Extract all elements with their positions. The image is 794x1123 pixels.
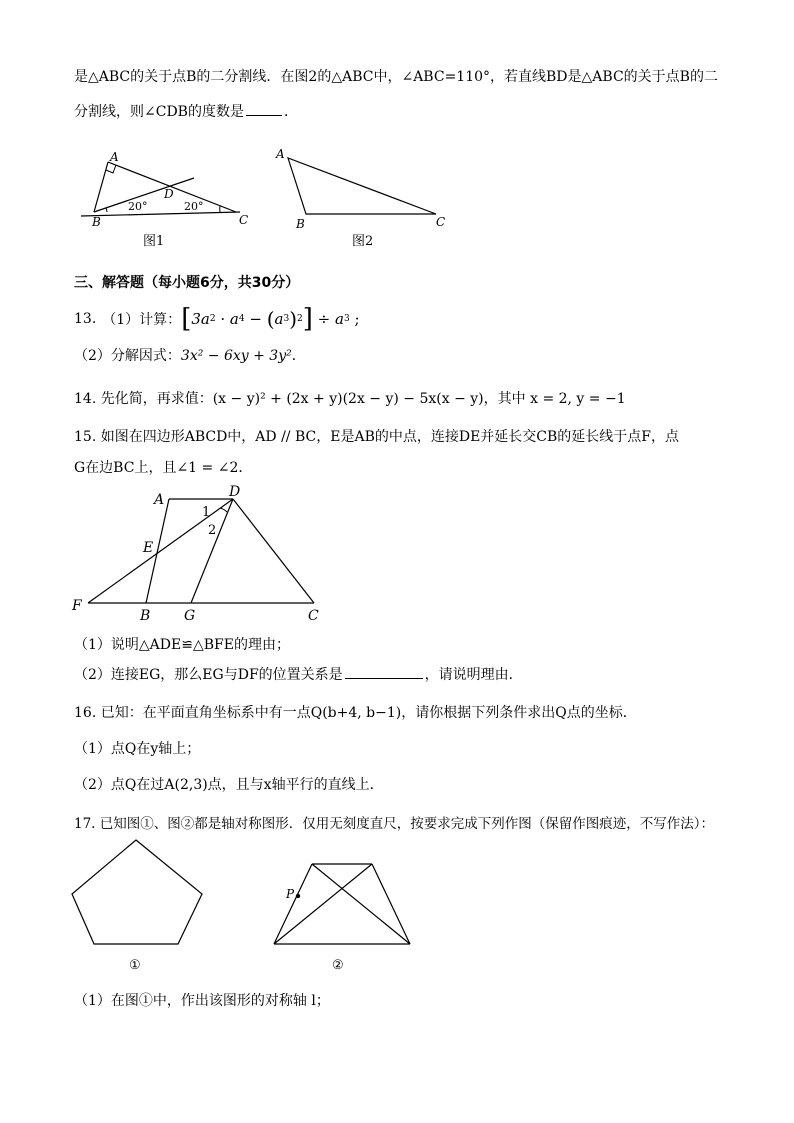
fig3-line-DF <box>88 499 233 603</box>
fig-tri-right-outer <box>372 864 410 944</box>
fig2-label-C: C <box>436 215 446 229</box>
q15-line1: 15. 如图在四边形ABCD中，AD // BC，E是AB的中点，连接DE并延长交CB的延长线于点F，点 <box>74 429 680 445</box>
fig3-label-E: E <box>143 540 154 556</box>
q17-part1: （1）在图①中，作出该图形的对称轴 l； <box>74 993 330 1009</box>
q12-line2 <box>74 101 298 121</box>
q12-line2-text: 分割线，则∠CDB的度数是 <box>74 104 244 120</box>
label-P: P <box>286 887 295 901</box>
q15-part2-end: ，请说明理由． <box>424 667 523 683</box>
q13-part1-expr: [ 3a 2 · a 4 − ( a 3 ) 2 ] ÷ a 3 ; <box>181 304 360 334</box>
q15-part1: （1）说明△ADE≌△BFE的理由； <box>74 637 290 653</box>
fig-tri-diag2 <box>312 864 410 944</box>
q16-part1: （1）点Q在y轴上； <box>74 741 201 757</box>
fig1-label-D: D <box>164 187 174 201</box>
pentagon-shape <box>72 840 202 944</box>
fig2-caption: 图2 <box>352 234 374 249</box>
fig3-label-G: G <box>184 608 196 624</box>
fig-tri-diag1 <box>274 864 372 944</box>
fig2-label-A: A <box>276 147 285 161</box>
q15-line2: G在边BC上，且∠1 = ∠2． <box>74 460 253 476</box>
fig1-right-angle <box>106 165 116 173</box>
fig3-angle-arc <box>220 508 227 512</box>
fig3-line-DC <box>233 499 314 603</box>
fig1-line-base <box>81 212 240 216</box>
q12-line2-end: ． <box>283 104 298 120</box>
fig1-label-A: A <box>110 150 119 164</box>
q13-part1 <box>74 304 360 334</box>
fig3-label-2: 2 <box>208 523 217 538</box>
fig3-label-1: 1 <box>202 505 211 520</box>
q15-part2-text: （2）连接EG，那么EG与DF的位置关系是 <box>74 667 343 683</box>
q17-line1: 17. 已知图①、图②都是轴对称图形．仅用无刻度直尺，按要求完成下列作图（保留作图痕迹，不写作法）： <box>74 816 715 832</box>
q13-part2-label: （2）分解因式： <box>74 348 181 364</box>
figure-2 <box>270 142 460 237</box>
fig1-angle-arc-B <box>106 208 107 212</box>
point-P <box>296 894 300 898</box>
q13-part1-label: （1）计算： <box>102 312 182 328</box>
fig1-angle1: 20° <box>128 200 148 213</box>
section-3-title: 三、解答题（每小题6分，共30分） <box>74 275 300 291</box>
fig3-label-C: C <box>308 608 319 624</box>
q15-part2 <box>74 664 523 684</box>
q13-part2 <box>74 345 306 365</box>
q12-line1: 是△ABC的关于点B的二分割线．在图2的△ABC中，∠ABC=110°，若直线BD是△ABC的关于点B的二 <box>74 69 718 85</box>
figure-1 <box>76 148 256 238</box>
fig1-label-B: B <box>92 215 101 229</box>
fig3-label-A: A <box>154 492 165 508</box>
q13-part2-expr: 3x² − 6xy + 3y² <box>180 348 292 364</box>
fig-pentagon-caption: ① <box>129 958 141 973</box>
answer-blank[interactable] <box>345 677 423 679</box>
q16-part2: （2）点Q在过A(2,3)点，且与x轴平行的直线上． <box>74 777 384 793</box>
fig-tri-left-outer <box>274 864 312 944</box>
fig2-triangle <box>288 158 436 214</box>
q14-text: 14. 先化简，再求值：(x − y)² + (2x + y)(2x − y) − 5x(x − y)，其中 x = 2, y = −1 <box>74 391 626 407</box>
q13-part2-end: ． <box>291 348 306 364</box>
fig1-angle2: 20° <box>184 200 204 213</box>
fig3-label-B: B <box>140 608 151 624</box>
q16-line1: 16. 已知：在平面直角坐标系中有一点Q(b+4, b−1)，请你根据下列条件求出Q点的坐标． <box>74 705 637 721</box>
figure-3-quadrilateral <box>70 484 340 624</box>
fig2-label-B: B <box>296 217 305 231</box>
q13-num: 13. <box>74 311 97 327</box>
answer-blank[interactable] <box>246 114 282 116</box>
figure-crossed-triangles <box>268 856 418 951</box>
fig1-line-AB <box>94 162 108 212</box>
fig1-caption: 图1 <box>143 234 165 249</box>
fig3-label-D: D <box>229 484 241 500</box>
fig-triangles-caption: ② <box>332 958 344 973</box>
fig3-label-F: F <box>72 598 82 614</box>
figure-pentagon <box>66 834 216 954</box>
fig1-label-C: C <box>239 213 249 227</box>
